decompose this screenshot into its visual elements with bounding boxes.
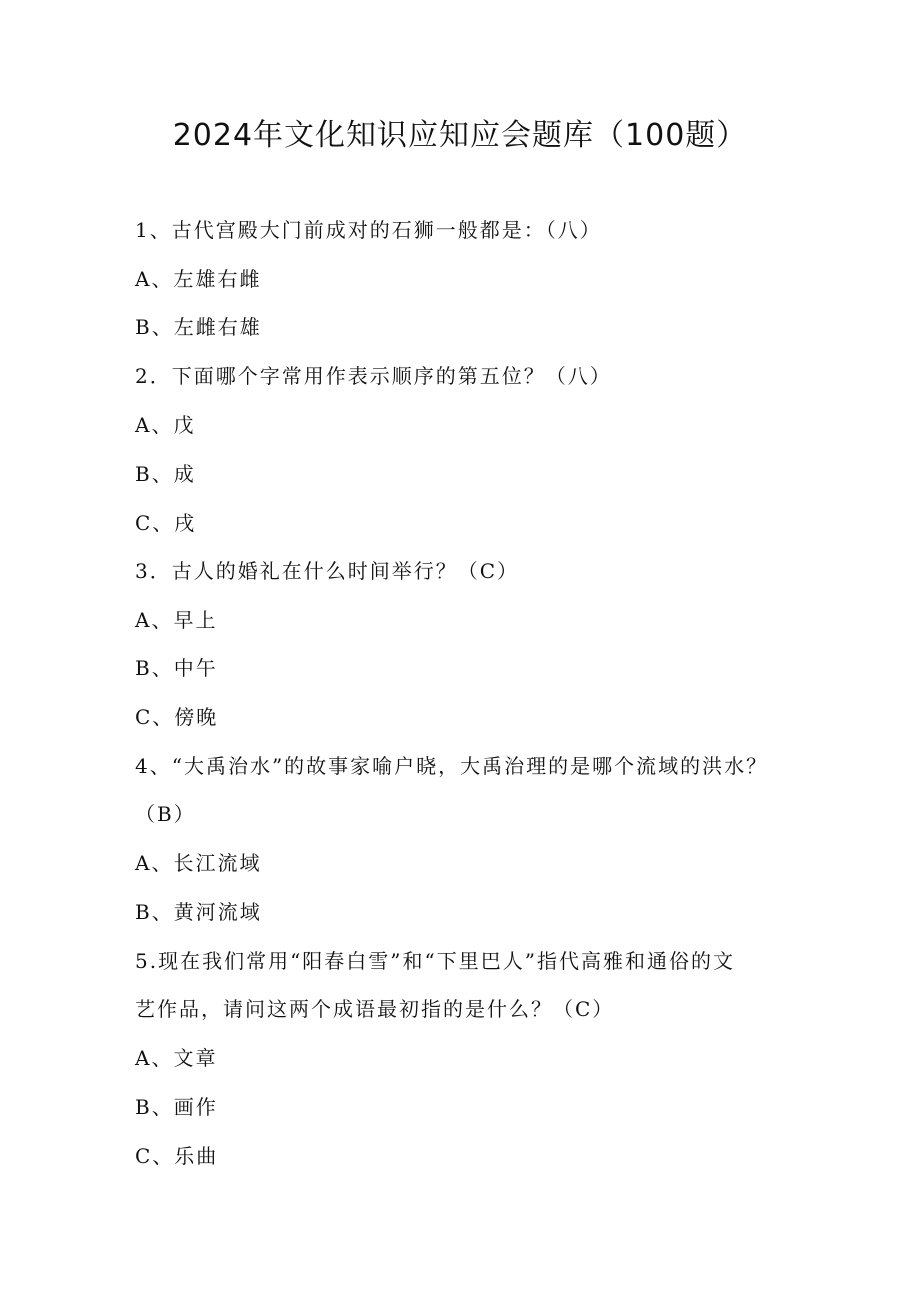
question-5-option-a: A、文章 [135,1046,218,1070]
question-3-option-c: C、傍晚 [135,705,219,729]
question-3-text: 3．古人的婚礼在什么时间举行？（C） [135,559,520,583]
question-4-text: 4、“大禹治水”的故事家喻户晓，大禹治理的是哪个流域的洪水？ [135,754,769,778]
question-1-option-b: B、左雌右雄 [135,315,262,339]
question-3-option-a: A、早上 [135,608,218,632]
question-2-option-a: A、戊 [135,413,196,437]
question-4-answer: （B） [135,802,196,826]
question-4-option-b: B、黄河流域 [135,900,262,924]
question-5-option-c: C、乐曲 [135,1144,219,1168]
question-2-option-b: B、成 [135,462,196,486]
question-1-text: 1、古代宫殿大门前成对的石狮一般都是：（八） [135,218,602,242]
question-5-text: 5.现在我们常用“阳春白雪”和“下里巴人”指代高雅和通俗的文 [135,949,735,973]
document-title: 2024年文化知识应知应会题库（100题） [172,118,748,153]
question-1-option-a: A、左雄右雌 [135,267,262,291]
question-2-text: 2．下面哪个字常用作表示顺序的第五位？（八） [135,364,612,388]
question-5-option-b: B、画作 [135,1095,218,1119]
question-5-text-continued: 艺作品，请问这两个成语最初指的是什么？（C） [135,997,615,1021]
question-2-option-c: C、戌 [135,511,197,535]
question-3-option-b: B、中午 [135,656,218,680]
question-4-option-a: A、长江流域 [135,851,262,875]
